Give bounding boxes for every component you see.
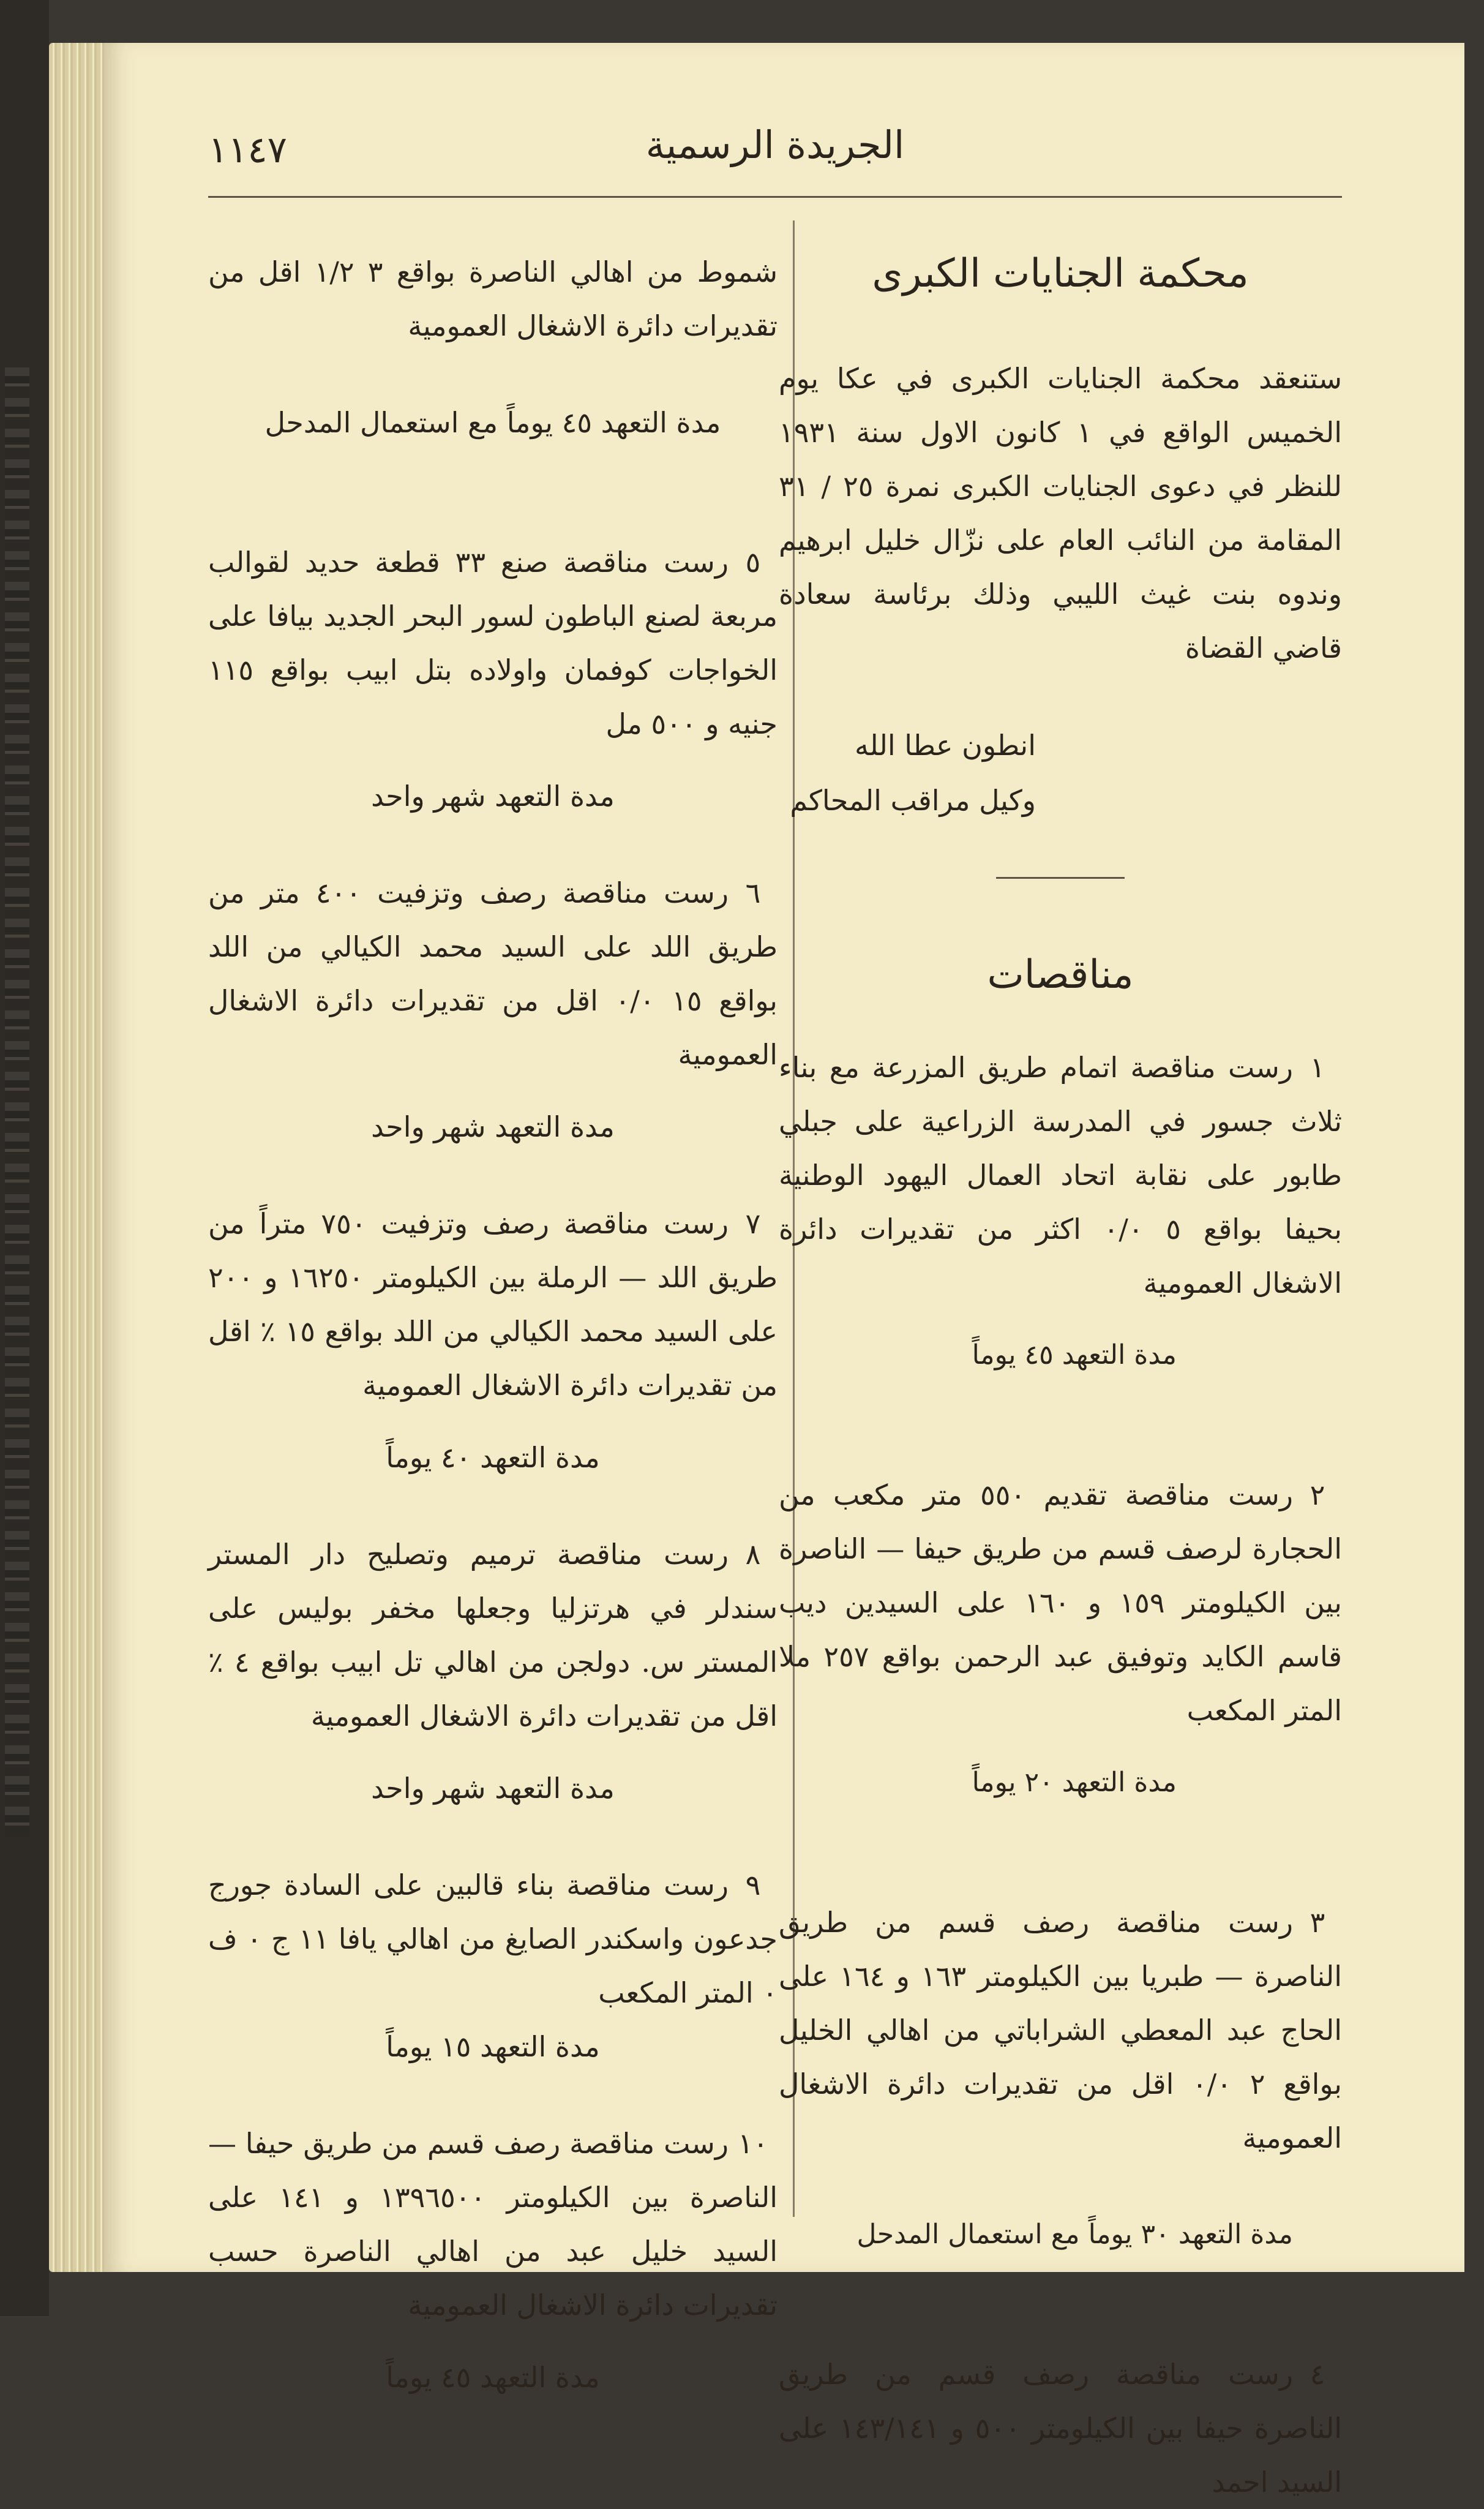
court-notice: ستنعقد محكمة الجنايات الكبرى في عكا يوم الخميس الواقع في ١ كانون الاول سنة ١٩٣١ للنظر في دعوى الجنايات الكبرى نمرة ٢٥ / ٣١ المقامة من النائب العام على نزّال خليل ابرهيم وندوه بنت غيث الليبي وذلك برئاسة سعادة قاضي القضاة <box>779 362 1342 664</box>
right-column <box>779 220 1342 2509</box>
tender-item <box>208 1197 778 1484</box>
tender-duration: مدة التعهد ٤٠ يوماً <box>386 1441 600 1474</box>
tender-duration: مدة التعهد ٢٠ يوماً <box>972 1767 1177 1798</box>
tender-number: ٤ <box>1310 2358 1325 2391</box>
tender-duration: مدة التعهد شهر واحد <box>371 1110 615 1143</box>
tender-duration: مدة التعهد شهر واحد <box>371 1772 615 1805</box>
tender-number: ٧ <box>745 1207 761 1240</box>
tender-text: رست مناقصة رصف قسم من طريق حيفا — الناصرة بين الكيلومتر ١٣٩٦٥٠٠ و ١٤١ على السيد خليل عبد من اهالي الناصرة حسب تقديرات دائرة الاشغال العمومية <box>208 2127 778 2322</box>
tender-text: رست مناقصة تقديم ٥٥٠ متر مكعب من الحجارة لرصف قسم من طريق حيفا — الناصرة بين الكيلومتر ١٥٩ و ١٦٠ على السيدين ديب قاسم الكايد وتوفيق عبد الرحمن بواقع ٢٥٧ ملا المتر المكعب <box>779 1478 1342 1727</box>
tender-item <box>779 1895 1342 2262</box>
tender-number: ٥ <box>745 546 761 579</box>
section-separator <box>996 877 1125 879</box>
tender-number: ٢ <box>1310 1478 1325 1511</box>
tender-text: رست مناقصة بناء قالبين على السادة جورج جدعون واسكندر الصايغ من اهالي يافا ١١ ج ٠ ف ٠ المتر المكعب <box>208 1868 778 2009</box>
tender-duration: مدة التعهد شهر واحد <box>371 780 615 813</box>
tender-number: ٣ <box>1310 1906 1325 1939</box>
gazette-title: الجريدة الرسمية <box>645 122 905 167</box>
tenders-section-title: مناقصات <box>987 952 1134 998</box>
tender-text: رست مناقصة صنع ٣٣ قطعة حديد لقوالب مربعة لصنع الباطون لسور البحر الجديد بيافا على الخواجات كوفمان واولاده بتل ابيب بواقع ١١٥ جنيه و ٥٠٠ مل <box>208 546 778 740</box>
tender-item <box>779 1468 1342 1810</box>
tender-duration: مدة التعهد ٤٥ يوماً <box>972 1339 1177 1371</box>
tender-item <box>779 1040 1342 1382</box>
tender-text: رست مناقصة رصف قسم من طريق الناصرة — طبريا بين الكيلومتر ١٦٣ و ١٦٤ على الحاج عبد المعطي الشراباتي من اهالي الخليل بواقع ٢ ٠/٠ اقل من تقديرات دائرة الاشغال العمومية <box>779 1906 1343 2154</box>
signature-title: وكيل مراقب المحاكم <box>790 784 1036 817</box>
tender-item <box>208 1527 778 1815</box>
tender-item <box>208 535 778 823</box>
court-section-title: محكمة الجنايات الكبرى <box>872 251 1249 296</box>
page-header <box>208 110 1342 198</box>
tender-item <box>208 2116 778 2404</box>
tender-number: ١ <box>1310 1051 1325 1084</box>
tender-text: رست مناقصة رصف وتزفيت ٧٥٠ متراً من طريق اللد — الرملة بين الكيلومتر ١٦٢٥٠ و ٢٠٠ على السيد محمد الكيالي من اللد بواقع ١٥ ٪ اقل من تقديرات دائرة الاشغال العمومية <box>208 1207 778 1402</box>
left-column <box>208 220 778 2404</box>
tender-duration: مدة التعهد ٣٠ يوماً مع استعمال المدحل <box>856 2219 1293 2250</box>
tender-text: رست مناقصة ترميم وتصليح دار المستر سندلر في هرتزليا وجعلها مخفر بوليس على المستر س. دولجن من اهالي تل ابيب بواقع ٤ ٪ اقل من تقديرات دائرة الاشغال العمومية <box>208 1538 778 1732</box>
tender-text: رست مناقصة رصف وتزفيت ٤٠٠ متر من طريق اللد على السيد محمد الكيالي من اللد بواقع ١٥ ٠/٠ اقل من تقديرات دائرة الاشغال العمومية <box>208 876 778 1071</box>
tender-number: ٦ <box>745 876 761 909</box>
tender-text: رست مناقصة رصف قسم من طريق الناصرة حيفا بين الكيلومتر ٥٠٠ و ١٤٣/١٤١ على السيد احمد <box>779 2358 1343 2499</box>
signature-block <box>779 718 1342 828</box>
tender-item <box>208 1858 778 2074</box>
tender-duration: مدة التعهد ٤٥ يوماً <box>386 2361 600 2394</box>
tender-item <box>779 2347 1342 2509</box>
tender-text: رست مناقصة اتمام طريق المزرعة مع بناء ثلاث جسور في المدرسة الزراعية على جبلي طابور على نقابة اتحاد العمال اليهود الوطنية بحيفا بواقع ٥ ٠/٠ اكثر من تقديرات دائرة الاشغال العمومية <box>779 1051 1342 1300</box>
page-number: ١١٤٧ <box>208 129 287 171</box>
book-binding <box>0 0 49 2316</box>
gazette-page <box>104 43 1464 2499</box>
continuation-duration: مدة التعهد ٤٥ يوماً مع استعمال المدحل <box>264 406 721 439</box>
continuation-text: شموط من اهالي الناصرة بواقع ٣ ١/٢ اقل من تقديرات دائرة الاشغال العمومية <box>208 255 778 342</box>
signature-name: انطون عطا الله <box>855 729 1036 762</box>
tender-duration: مدة التعهد ١٥ يوماً <box>386 2030 600 2063</box>
tender-number: ٩ <box>745 1868 761 1901</box>
tender-item <box>208 866 778 1154</box>
tender-number: ٨ <box>745 1538 761 1571</box>
tender-number: ١٠ <box>738 2127 768 2160</box>
